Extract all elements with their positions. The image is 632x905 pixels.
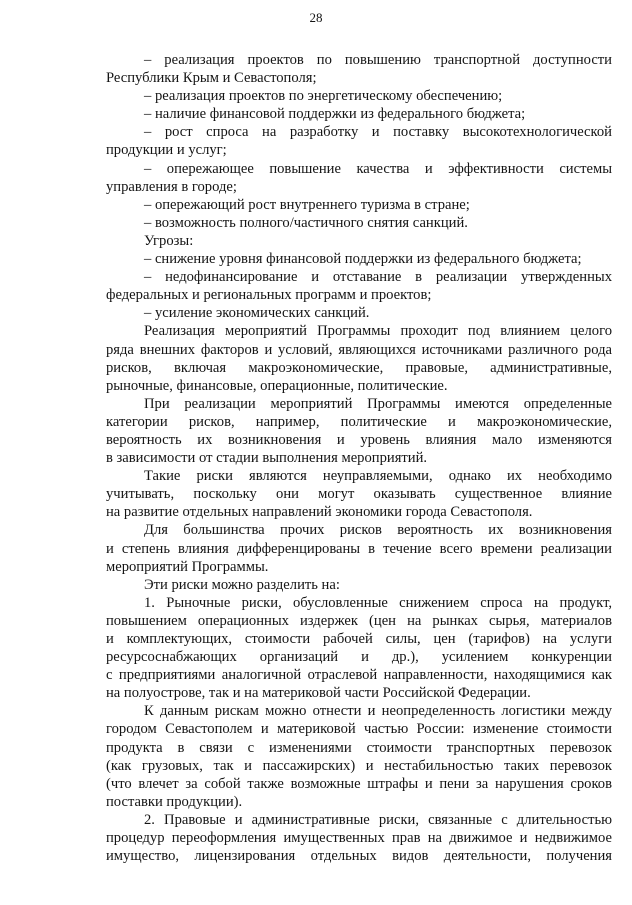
text-line: городом Севастополем и материковой частью России: изменение стоимости bbox=[106, 721, 612, 738]
text-line: – опережающий рост внутреннего туризма в стране; bbox=[144, 196, 470, 213]
text-line: поставки продукции). bbox=[106, 793, 243, 810]
text-line: ресурсоснабжающих организаций и др.), усилением конкуренции bbox=[106, 649, 612, 666]
text-line: К данным рискам можно отнести и неопределенность логистики между bbox=[144, 703, 612, 720]
text-line: в зависимости от стадии выполнения мероприятий. bbox=[106, 450, 428, 467]
text-line: – реализация проектов по энергетическому обеспечению; bbox=[144, 88, 503, 105]
page-number: 28 bbox=[309, 10, 323, 25]
text-line: Эти риски можно разделить на: bbox=[144, 576, 340, 593]
text-line: продукции и услуг; bbox=[106, 142, 227, 159]
text-line: – реализация проектов по повышению транспортной доступности bbox=[144, 52, 612, 68]
text-line: и комплектующих, стоимости рабочей силы, цен (тарифов) на услуги bbox=[106, 631, 612, 647]
text-line: – снижение уровня финансовой поддержки из федерального бюджета; bbox=[144, 251, 582, 268]
text-line: федеральных и региональных программ и проектов; bbox=[106, 287, 432, 304]
text-line: – наличие финансовой поддержки из федерального бюджета; bbox=[144, 106, 526, 123]
text-line: – опережающее повышение качества и эффективности системы bbox=[144, 160, 612, 177]
text-line: продукта в связи с изменениями стоимости транспортных перевозок bbox=[106, 739, 612, 756]
text-line: – возможность полного/частичного снятия санкций. bbox=[144, 214, 468, 231]
text-line: вероятность их возникновения и уровень влияния мало изменяются bbox=[106, 431, 612, 448]
text-line: – усиление экономических санкций. bbox=[144, 305, 370, 322]
text-line: рыночные, финансовые, операционные, политические. bbox=[106, 377, 448, 394]
text-line: на развитие отдельных направлений экономики города Севастополя. bbox=[106, 504, 533, 521]
text-line: повышением операционных издержек (цен на рынках сырья, материалов bbox=[106, 612, 612, 629]
text-line: учитывать, поскольку они могут оказывать существенное влияние bbox=[106, 486, 612, 503]
text-line: Такие риски являются неуправляемыми, однако их необходимо bbox=[144, 468, 612, 485]
text-line: (как грузовых, так и пассажирских) и нестабильностью таких перевозок bbox=[106, 757, 612, 774]
text-line: рисков, включая макроэкономические, правовые, административные, bbox=[106, 359, 612, 376]
text-line: – недофинансирование и отставание в реализации утвержденных bbox=[144, 269, 612, 286]
text-line: на полуострове, так и на материковой части Российской Федерации. bbox=[106, 685, 531, 702]
text-line: мероприятий Программы. bbox=[106, 558, 269, 575]
text-line: 2. Правовые и административные риски, связанные с длительностью bbox=[144, 811, 612, 828]
text-line: Для большинства прочих рисков вероятность их возникновения bbox=[144, 522, 612, 539]
text-line: имущество, лицензирования отдельных видов деятельности, получения bbox=[106, 848, 612, 865]
text-line: категории рисков, например, политические и макроэкономические, bbox=[106, 413, 612, 430]
text-line: При реализации мероприятий Программы имеются определенные bbox=[144, 395, 612, 412]
text-line: – рост спроса на разработку и поставку высокотехнологической bbox=[144, 124, 612, 141]
text-line: с предприятиями аналогичной отраслевой направленности, находящимися как bbox=[106, 667, 612, 684]
text-line: 1. Рыночные риски, обусловленные снижением спроса на продукт, bbox=[144, 594, 612, 611]
text-line: Угрозы: bbox=[144, 232, 194, 249]
text-line: управления в городе; bbox=[106, 178, 237, 195]
text-line: (что влечет за собой также возможные штрафы и пени за нарушения сроков bbox=[106, 775, 612, 792]
text-line: Реализация мероприятий Программы проходит под влиянием целого bbox=[144, 323, 612, 340]
text-line: ряда внешних факторов и условий, являющихся источниками различного рода bbox=[106, 341, 612, 358]
body-text bbox=[106, 51, 612, 865]
text-line: процедур переоформления имущественных прав на движимое и недвижимое bbox=[106, 830, 612, 847]
text-line: и степень влияния дифференцированы в течение всего времени реализации bbox=[106, 540, 612, 557]
text-line: Республики Крым и Севастополя; bbox=[106, 70, 317, 87]
